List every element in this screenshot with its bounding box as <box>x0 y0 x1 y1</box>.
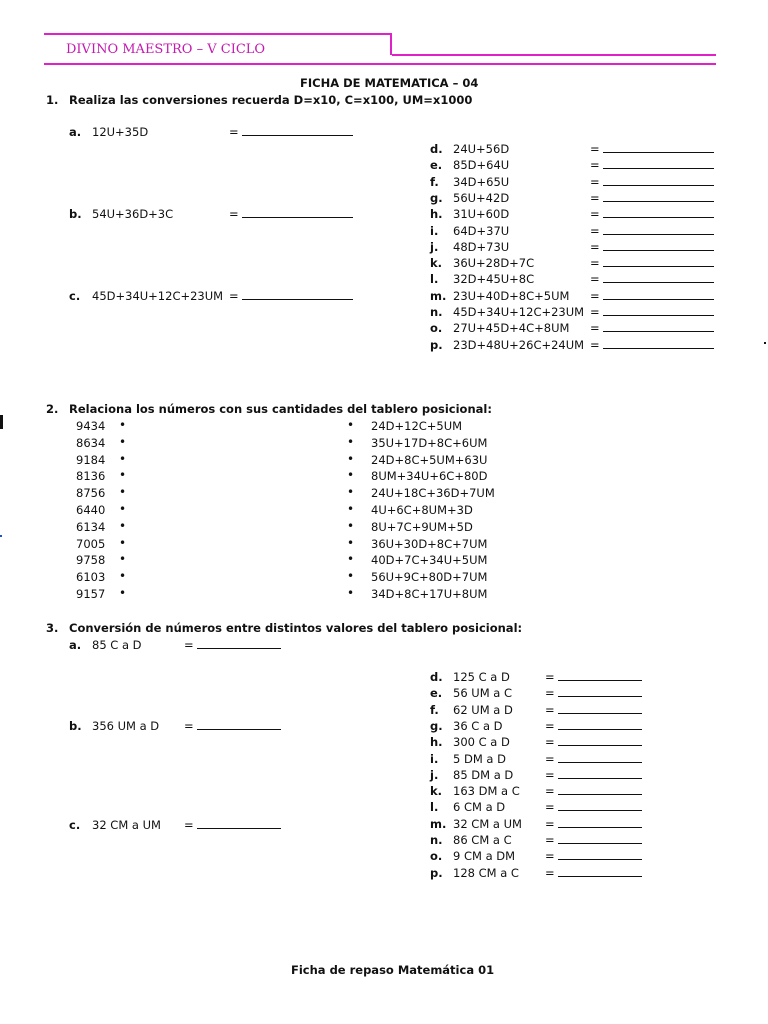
item-expression: 23D+48U+26C+24UM <box>453 337 585 352</box>
match-dot-left[interactable]: • <box>119 451 127 466</box>
item-label: n. <box>430 833 443 847</box>
answer-equals <box>545 865 642 881</box>
equals-sign: = <box>545 686 555 701</box>
q1-item <box>430 288 600 304</box>
item-expression: 56U+42D <box>453 190 510 205</box>
answer-equals <box>545 685 642 701</box>
answer-equals <box>184 718 281 734</box>
item-label: f. <box>430 174 439 189</box>
q1-item <box>430 304 600 320</box>
match-dot-right[interactable]: • <box>347 502 355 516</box>
answer-blank[interactable] <box>242 124 353 136</box>
answer-equals <box>229 206 353 222</box>
item-expression: 32 CM a UM <box>453 816 522 831</box>
answer-blank[interactable] <box>558 702 642 714</box>
place-value-quantity: 24D+12C+5UM <box>371 419 463 433</box>
item-expression: 5 DM a D <box>453 751 506 766</box>
item-label: k. <box>430 256 443 271</box>
equals-sign: = <box>184 719 194 733</box>
q1-prompt: Realiza las conversiones recuerda D=x10, C=x100, UM=x1000 <box>69 93 473 107</box>
equals-sign: = <box>590 239 600 254</box>
footer-text: Ficha de repaso Matemática 01 <box>291 963 495 977</box>
equals-sign: = <box>545 670 555 684</box>
item-expression: 32D+45U+8C <box>453 272 535 287</box>
q1-item <box>430 271 600 287</box>
item-label: b. <box>69 207 82 221</box>
match-dot-left[interactable]: • <box>119 485 127 500</box>
place-value-quantity: 34D+8C+17U+8UM <box>371 587 488 601</box>
match-dot-left[interactable]: • <box>119 569 127 584</box>
answer-blank[interactable] <box>603 288 714 300</box>
item-label: n. <box>430 305 443 319</box>
item-label: e. <box>430 686 443 701</box>
q3-item <box>430 718 555 734</box>
equals-sign: = <box>545 849 555 864</box>
item-expression: 36U+28D+7C <box>453 256 535 271</box>
place-value-quantity: 24U+18C+36D+7UM <box>371 486 495 501</box>
equals-sign: = <box>590 272 600 287</box>
item-expression: 356 UM a D <box>92 719 160 733</box>
answer-blank[interactable] <box>558 799 642 811</box>
answer-equals <box>545 751 642 767</box>
q3-item <box>430 669 555 685</box>
q3-item <box>430 767 555 783</box>
q3-item <box>430 816 555 832</box>
answer-blank[interactable] <box>558 832 642 844</box>
q3-item <box>430 734 555 750</box>
item-label: m. <box>430 816 447 831</box>
header-border-mid <box>392 54 716 56</box>
item-label: g. <box>430 718 443 733</box>
item-expression: 125 C a D <box>453 670 510 684</box>
equals-sign: = <box>545 735 555 750</box>
answer-equals <box>590 304 714 320</box>
item-label: a. <box>69 638 82 652</box>
answer-blank[interactable] <box>197 817 281 829</box>
item-label: h. <box>430 207 443 222</box>
match-dot-left[interactable]: • <box>119 535 127 550</box>
answer-equals <box>590 174 714 190</box>
match-dot-right[interactable]: • <box>347 586 355 600</box>
item-expression: 9 CM a DM <box>453 849 516 864</box>
answer-equals <box>184 637 281 653</box>
match-dot-left[interactable]: • <box>119 468 127 483</box>
answer-blank[interactable] <box>558 865 642 877</box>
answer-equals <box>590 288 714 304</box>
q3-item <box>430 751 555 767</box>
place-value-number: 9157 <box>76 587 106 601</box>
equals-sign: = <box>545 800 555 815</box>
answer-blank[interactable] <box>197 637 281 649</box>
q1-item <box>430 320 600 336</box>
item-label: b. <box>69 719 82 733</box>
match-dot-left[interactable]: • <box>119 552 127 567</box>
equals-sign: = <box>229 289 239 303</box>
place-value-number: 8136 <box>76 469 106 484</box>
match-dot-right[interactable]: • <box>347 485 355 500</box>
q3-item <box>430 848 555 864</box>
match-dot-right[interactable]: • <box>347 468 355 483</box>
item-expression: 48D+73U <box>453 239 510 254</box>
answer-equals <box>545 832 642 848</box>
answer-equals <box>590 337 714 353</box>
equals-sign: = <box>590 207 600 222</box>
equals-sign: = <box>545 767 555 782</box>
answer-equals <box>545 799 642 815</box>
answer-equals <box>545 702 642 718</box>
q1-item <box>430 255 600 271</box>
answer-blank[interactable] <box>603 174 714 186</box>
q1-item <box>430 174 600 190</box>
answer-blank[interactable] <box>603 223 714 235</box>
answer-equals <box>590 141 714 157</box>
answer-equals <box>590 190 714 206</box>
item-label: p. <box>430 865 443 880</box>
place-value-number: 9434 <box>76 419 106 433</box>
place-value-number: 9184 <box>76 452 106 467</box>
answer-blank[interactable] <box>242 206 353 218</box>
equals-sign: = <box>590 223 600 238</box>
item-label: p. <box>430 337 443 352</box>
answer-equals <box>229 124 353 140</box>
item-label: l. <box>430 800 439 815</box>
equals-sign: = <box>590 256 600 271</box>
match-dot-left[interactable]: • <box>119 518 127 533</box>
item-expression: 12U+35D <box>92 125 149 139</box>
equals-sign: = <box>590 321 600 336</box>
header-border-top <box>44 33 390 35</box>
match-dot-left[interactable]: • <box>119 586 127 600</box>
equals-sign: = <box>590 142 600 156</box>
answer-equals <box>545 767 642 783</box>
match-dot-right[interactable]: • <box>347 569 355 584</box>
q1-number: 1. <box>46 93 59 107</box>
answer-equals <box>590 206 714 222</box>
answer-blank[interactable] <box>558 685 642 697</box>
equals-sign: = <box>545 865 555 880</box>
item-label: d. <box>430 142 443 156</box>
answer-equals <box>590 157 714 173</box>
match-dot-right[interactable]: • <box>347 451 355 466</box>
item-label: o. <box>430 321 443 336</box>
item-label: l. <box>430 272 439 287</box>
equals-sign: = <box>590 337 600 352</box>
q3-item <box>430 685 555 701</box>
answer-blank[interactable] <box>558 734 642 746</box>
answer-blank[interactable] <box>558 816 642 828</box>
item-expression: 32 CM a UM <box>92 818 161 832</box>
answer-blank[interactable] <box>242 288 353 300</box>
item-expression: 85 C a D <box>92 638 142 652</box>
item-expression: 300 C a D <box>453 735 510 750</box>
item-expression: 85D+64U <box>453 158 510 173</box>
q1-item <box>69 288 239 304</box>
item-label: e. <box>430 158 443 173</box>
match-dot-right[interactable]: • <box>347 552 355 567</box>
equals-sign: = <box>229 125 239 139</box>
place-value-quantity: 36U+30D+8C+7UM <box>371 536 488 551</box>
item-label: i. <box>430 223 439 238</box>
q3-item <box>430 865 555 881</box>
item-expression: 23U+40D+8C+5UM <box>453 288 570 303</box>
q3-item <box>430 702 555 718</box>
item-label: m. <box>430 288 447 303</box>
answer-blank[interactable] <box>603 255 714 267</box>
item-label: o. <box>430 849 443 864</box>
answer-blank[interactable] <box>558 848 642 860</box>
q3-item <box>69 637 194 653</box>
answer-blank[interactable] <box>558 783 642 795</box>
answer-equals <box>545 718 642 734</box>
answer-blank[interactable] <box>558 669 642 681</box>
equals-sign: = <box>590 174 600 189</box>
answer-blank[interactable] <box>558 751 642 763</box>
item-expression: 31U+60D <box>453 207 510 222</box>
equals-sign: = <box>590 288 600 303</box>
q3-item <box>430 832 555 848</box>
place-value-quantity: 24D+8C+5UM+63U <box>371 452 488 467</box>
q3-item <box>69 718 194 734</box>
answer-equals <box>545 783 642 799</box>
item-expression: 34D+65U <box>453 174 510 189</box>
item-label: i. <box>430 751 439 766</box>
q1-item <box>430 141 600 157</box>
match-dot-left[interactable]: • <box>119 434 127 449</box>
match-dot-right[interactable]: • <box>347 535 355 550</box>
match-dot-right[interactable]: • <box>347 434 355 449</box>
answer-blank[interactable] <box>603 190 714 202</box>
match-dot-left[interactable]: • <box>119 502 127 516</box>
answer-equals <box>590 271 714 287</box>
answer-equals <box>590 223 714 239</box>
place-value-quantity: 8UM+34U+6C+80D <box>371 469 488 484</box>
item-expression: 85 DM a D <box>453 767 514 782</box>
place-value-number: 7005 <box>76 536 106 551</box>
q1-item <box>430 239 600 255</box>
item-expression: 163 DM a C <box>453 784 520 799</box>
answer-equals <box>545 848 642 864</box>
place-value-number: 6134 <box>76 519 106 534</box>
q3-number: 3. <box>46 621 59 635</box>
equals-sign: = <box>590 158 600 173</box>
place-value-quantity: 40D+7C+34U+5UM <box>371 553 488 568</box>
edge-mark <box>0 415 3 429</box>
equals-sign: = <box>545 702 555 717</box>
item-expression: 27U+45D+4C+8UM <box>453 321 570 336</box>
item-expression: 86 CM a C <box>453 833 512 847</box>
place-value-number: 9758 <box>76 553 106 568</box>
q1-item <box>430 157 600 173</box>
q1-item <box>430 337 600 353</box>
place-value-number: 8634 <box>76 435 106 450</box>
item-expression: 128 CM a C <box>453 865 519 880</box>
place-value-quantity: 35U+17D+8C+6UM <box>371 435 488 450</box>
equals-sign: = <box>229 207 239 221</box>
answer-equals <box>545 816 642 832</box>
item-expression: 24U+56D <box>453 142 510 156</box>
header-border-step <box>390 33 392 55</box>
answer-blank[interactable] <box>558 767 642 779</box>
q2-number: 2. <box>46 402 59 416</box>
item-label: g. <box>430 190 443 205</box>
answer-blank[interactable] <box>603 141 714 153</box>
equals-sign: = <box>545 833 555 847</box>
item-expression: 64D+37U <box>453 223 510 238</box>
equals-sign: = <box>184 818 194 832</box>
item-expression: 45D+34U+12C+23UM <box>92 289 224 303</box>
answer-equals <box>590 255 714 271</box>
match-dot-left[interactable]: • <box>119 418 127 432</box>
equals-sign: = <box>590 305 600 319</box>
item-label: h. <box>430 735 443 750</box>
q3-item <box>69 817 194 833</box>
item-expression: 36 C a D <box>453 718 503 733</box>
answer-blank[interactable] <box>197 718 281 730</box>
equals-sign: = <box>545 816 555 831</box>
page-title: FICHA DE MATEMATICA – 04 <box>300 76 479 90</box>
header-border-bottom <box>44 63 716 65</box>
answer-blank[interactable] <box>603 206 714 218</box>
item-expression: 56 UM a C <box>453 686 513 701</box>
match-dot-right[interactable]: • <box>347 518 355 533</box>
q1-item <box>69 124 239 140</box>
answer-blank[interactable] <box>603 239 714 251</box>
item-label: k. <box>430 784 443 799</box>
item-expression: 6 CM a D <box>453 800 506 815</box>
item-label: c. <box>69 289 81 303</box>
school-name: DIVINO MAESTRO – V CICLO <box>66 42 266 57</box>
answer-equals <box>590 239 714 255</box>
item-expression: 54U+36D+3C <box>92 207 174 221</box>
q2-prompt: Relaciona los números con sus cantidades del tablero posicional: <box>69 402 492 416</box>
answer-blank[interactable] <box>603 271 714 283</box>
item-label: c. <box>69 818 81 832</box>
q3-item <box>430 799 555 815</box>
item-expression: 45D+34U+12C+23UM <box>453 305 585 319</box>
q1-item <box>430 206 600 222</box>
q1-item <box>69 206 239 222</box>
place-value-number: 6103 <box>76 570 106 585</box>
answer-blank[interactable] <box>603 337 714 349</box>
item-label: d. <box>430 670 443 684</box>
match-dot-right[interactable]: • <box>347 418 355 432</box>
q3-item <box>430 783 555 799</box>
place-value-quantity: 56U+9C+80D+7UM <box>371 570 488 585</box>
answer-blank[interactable] <box>558 718 642 730</box>
equals-sign: = <box>184 638 194 652</box>
q1-item <box>430 223 600 239</box>
equals-sign: = <box>545 718 555 733</box>
item-label: j. <box>430 767 439 782</box>
item-label: j. <box>430 239 439 254</box>
answer-equals <box>590 320 714 336</box>
q1-item <box>430 190 600 206</box>
place-value-number: 8756 <box>76 486 106 501</box>
answer-equals <box>545 734 642 750</box>
item-label: f. <box>430 702 439 717</box>
equals-sign: = <box>545 751 555 766</box>
place-value-quantity: 8U+7C+9UM+5D <box>371 519 473 534</box>
answer-blank[interactable] <box>603 320 714 332</box>
item-expression: 62 UM a D <box>453 702 513 717</box>
edge-mark <box>0 535 2 537</box>
equals-sign: = <box>545 784 555 799</box>
answer-equals <box>229 288 353 304</box>
q3-prompt: Conversión de números entre distintos valores del tablero posicional: <box>69 621 523 635</box>
item-label: a. <box>69 125 82 139</box>
answer-blank[interactable] <box>603 304 714 316</box>
equals-sign: = <box>590 190 600 205</box>
answer-equals <box>545 669 642 685</box>
edge-mark <box>764 342 766 344</box>
answer-blank[interactable] <box>603 157 714 169</box>
place-value-quantity: 4U+6C+8UM+3D <box>371 503 473 517</box>
place-value-number: 6440 <box>76 503 106 517</box>
answer-equals <box>184 817 281 833</box>
